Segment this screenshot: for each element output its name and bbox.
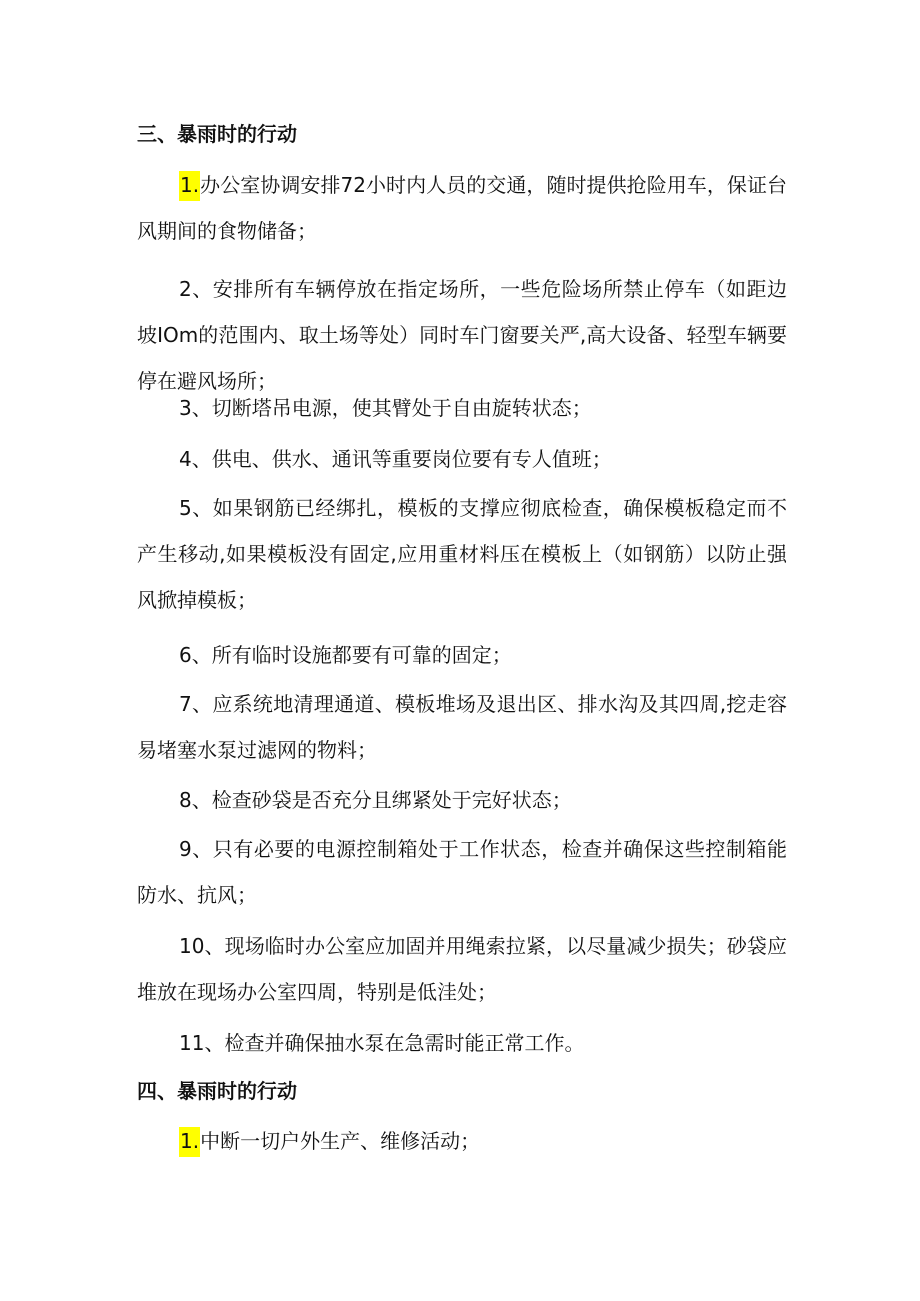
item-text: 所有临时设施都要有可靠的固定； [211, 643, 512, 667]
list-item [137, 632, 787, 678]
item-number: 10、 [179, 934, 225, 958]
list-item [137, 777, 787, 823]
item-number: 5、 [179, 496, 213, 520]
item-text: 办公室协调安排72小时内人员的交通，随时提供抢险用车，保证台风期间的食物储备； [137, 173, 787, 243]
item-number: 11、 [179, 1031, 225, 1055]
item-number: 9、 [179, 837, 213, 861]
list-item [137, 162, 787, 254]
list-item [137, 1020, 787, 1066]
item-number: 3、 [179, 396, 212, 420]
item-text: 检查砂袋是否充分且绑紧处于完好状态； [211, 788, 572, 812]
list-item [137, 385, 787, 431]
list-item [137, 436, 787, 482]
item-text: 如果钢筋已经绑扎，模板的支撑应彻底检查，确保模板稳定而不产生移动,如果模板没有固定,应用重材料压在模板上（如钢筋）以防止强风掀掉模板； [137, 496, 787, 612]
item-number: 7、 [179, 692, 213, 716]
list-item [137, 826, 787, 918]
item-text: 现场临时办公室应加固并用绳索拉紧，以尽量减少损失；砂袋应堆放在现场办公室四周，特别是低洼处； [137, 934, 787, 1004]
list-item [137, 266, 787, 404]
item-text: 检查并确保抽水泵在急需时能正常工作。 [224, 1031, 585, 1055]
list-item [137, 1118, 787, 1164]
item-number-highlight: 1. [179, 171, 200, 201]
section-heading-3: 三、暴雨时的行动 [137, 122, 297, 146]
list-item [137, 923, 787, 1015]
item-number: 6、 [179, 643, 212, 667]
item-text: 供电、供水、通讯等重要岗位要有专人值班； [211, 447, 612, 471]
list-item [137, 681, 787, 773]
item-number: 2、 [179, 277, 213, 301]
item-number: 4、 [179, 447, 212, 471]
item-text: 中断一切户外生产、维修活动； [200, 1129, 481, 1153]
item-text: 只有必要的电源控制箱处于工作状态，检查并确保这些控制箱能防水、抗风； [137, 837, 787, 907]
item-text: 应系统地清理通道、模板堆场及退出区、排水沟及其四周,挖走容易堵塞水泵过滤网的物料； [137, 692, 787, 762]
item-text: 安排所有车辆停放在指定场所，一些危险场所禁止停车（如距边坡IOm的范围内、取土场等处）同时车门窗要关严,高大设备、轻型车辆要停在避风场所； [137, 277, 787, 393]
list-item [137, 485, 787, 623]
section-heading-4: 四、暴雨时的行动 [137, 1079, 297, 1103]
item-text: 切断塔吊电源，使其臂处于自由旋转状态； [211, 396, 592, 420]
item-number: 8、 [179, 788, 212, 812]
item-number-highlight: 1. [179, 1127, 200, 1157]
